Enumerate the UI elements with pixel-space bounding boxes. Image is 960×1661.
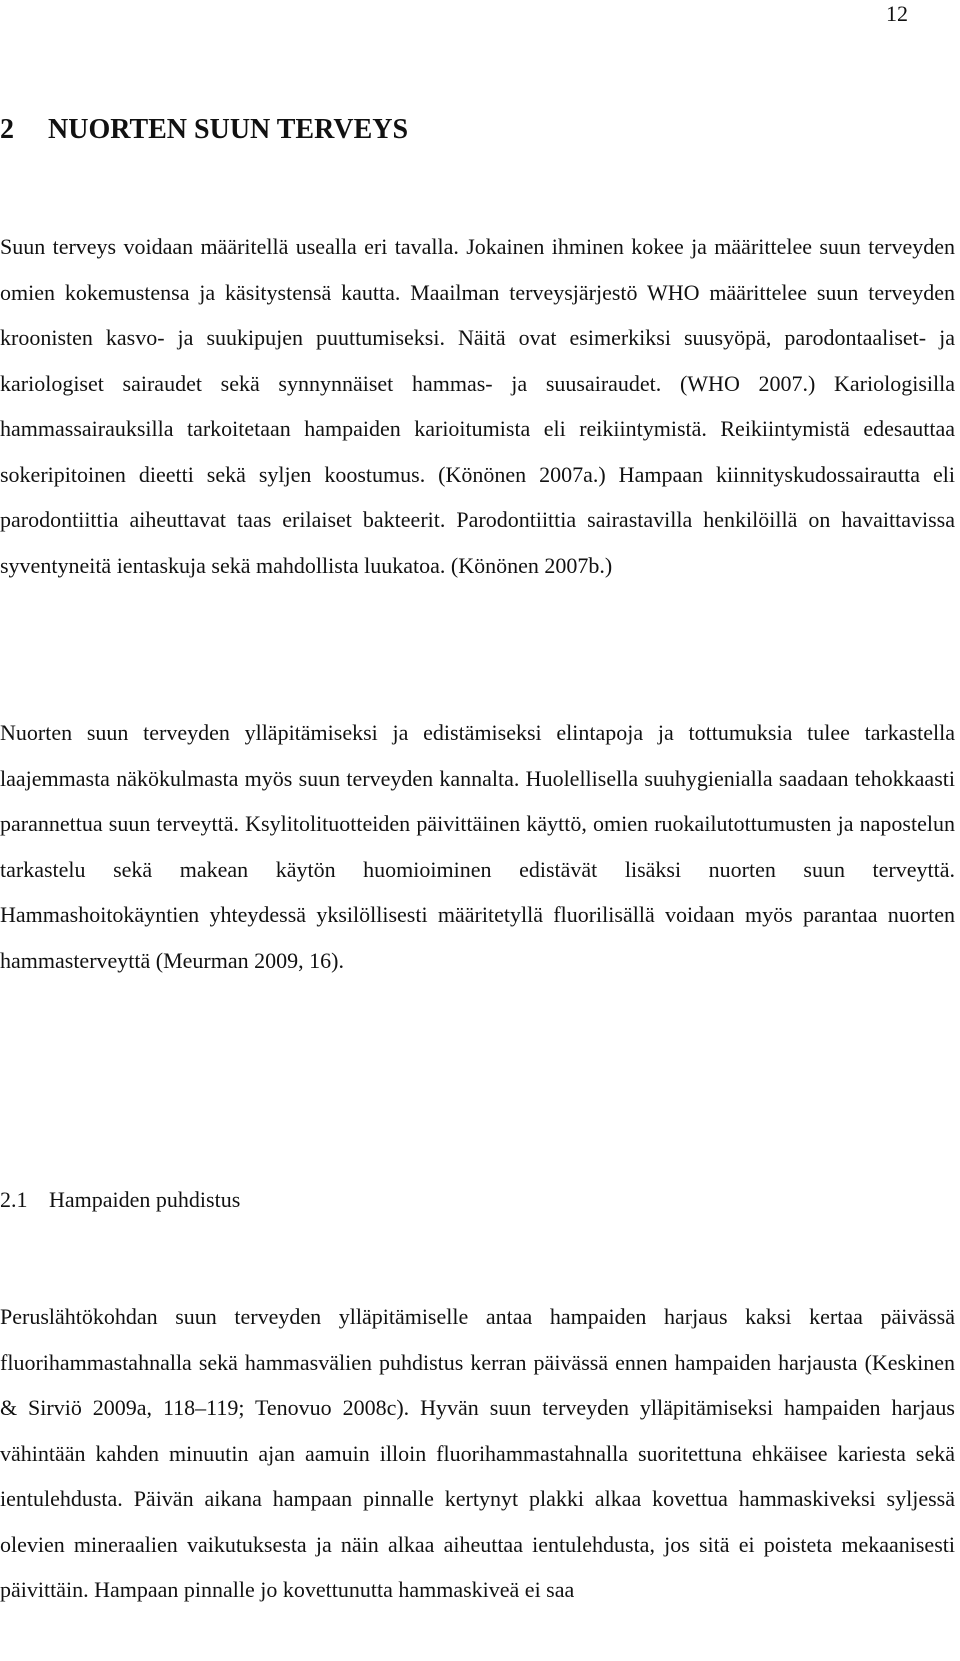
- paragraph-youth-oral-health: Nuorten suun terveyden ylläpitämiseksi ja edistämiseksi elintapoja ja tottumuksia tulee tarkastella laajemmasta näkökulmasta myös suun terveyden kannalta. Huolellisella suuhygienialla saadaan tehokkaasti parannettua suun terveyttä. Ksylitolituotteiden päivittäinen käyttö, omien ruokailutottumusten ja napostelun tarkastelu sekä makean käytön huomioiminen edistävät lisäksi nuorten suun terveyttä. Hammashoitokäyntien yhteydessä yksilöllisesti määritetyllä fluorilisällä voidaan myös parantaa nuorten hammasterveyttä (Meurman 2009, 16).: [0, 720, 955, 973]
- chapter-heading: [0, 110, 408, 150]
- paragraph-oral-health-definition: Suun terveys voidaan määritellä usealla eri tavalla. Jokainen ihminen kokee ja määrittelee suun terveyden omien kokemustensa ja käsitystensä kautta. Maailman terveysjärjestö WHO määrittelee suun terveyden kroonisten kasvo- ja suukipujen puuttumiseksi. Näitä ovat esimerkiksi suusyöpä, parodontaaliset- ja kariologiset sairaudet sekä synnynnäiset hammas- ja suusairaudet. (WHO 2007.) Kariologisilla hammassairauksilla tarkoitetaan hampaiden karioitumista eli reikiintymistä. Reikiintymistä edesauttaa sokeripitoinen dieetti sekä syljen koostumus. (Könönen 2007a.) Hampaan kiinnityskudossairautta eli parodontiittia aiheuttavat taas erilaiset bakteerit. Parodontiittia sairastavilla henkilöillä on havaittavissa syventyneitä ientaskuja sekä mahdollista luukatoa. (Könönen 2007b.): [0, 234, 955, 578]
- section-heading: [0, 1182, 240, 1218]
- chapter-title: NUORTEN SUUN TERVEYS: [48, 114, 409, 145]
- section-number: 2.1: [0, 1187, 28, 1212]
- section-title: Hampaiden puhdistus: [49, 1187, 241, 1212]
- chapter-number: 2: [0, 114, 14, 145]
- paragraph-tooth-cleaning: Peruslähtökohdan suun terveyden ylläpitämiselle antaa hampaiden harjaus kaksi kertaa päivässä fluorihammastahnalla sekä hammasvälien puhdistus kerran päivässä ennen hampaiden harjausta (Keskinen & Sirviö 2009a, 118–119; Tenovuo 2008c). Hyvän suun terveyden ylläpitämiseksi hampaiden harjaus vähintään kahden minuutin ajan aamuin illoin fluorihammastahnalla suoritettuna ehkäisee kariesta sekä ientulehdusta. Päivän aikana hampaan pinnalle kertynyt plakki alkaa kovettua hammaskiveksi syljessä olevien mineraalien vaikutuksesta ja näin alkaa aiheuttaa ientulehdusta, jos sitä ei poisteta mekaanisesti päivittäin. Hampaan pinnalle jo kovettunutta hammaskiveä ei saa: [0, 1304, 955, 1602]
- page-number: 12: [886, 1, 908, 26]
